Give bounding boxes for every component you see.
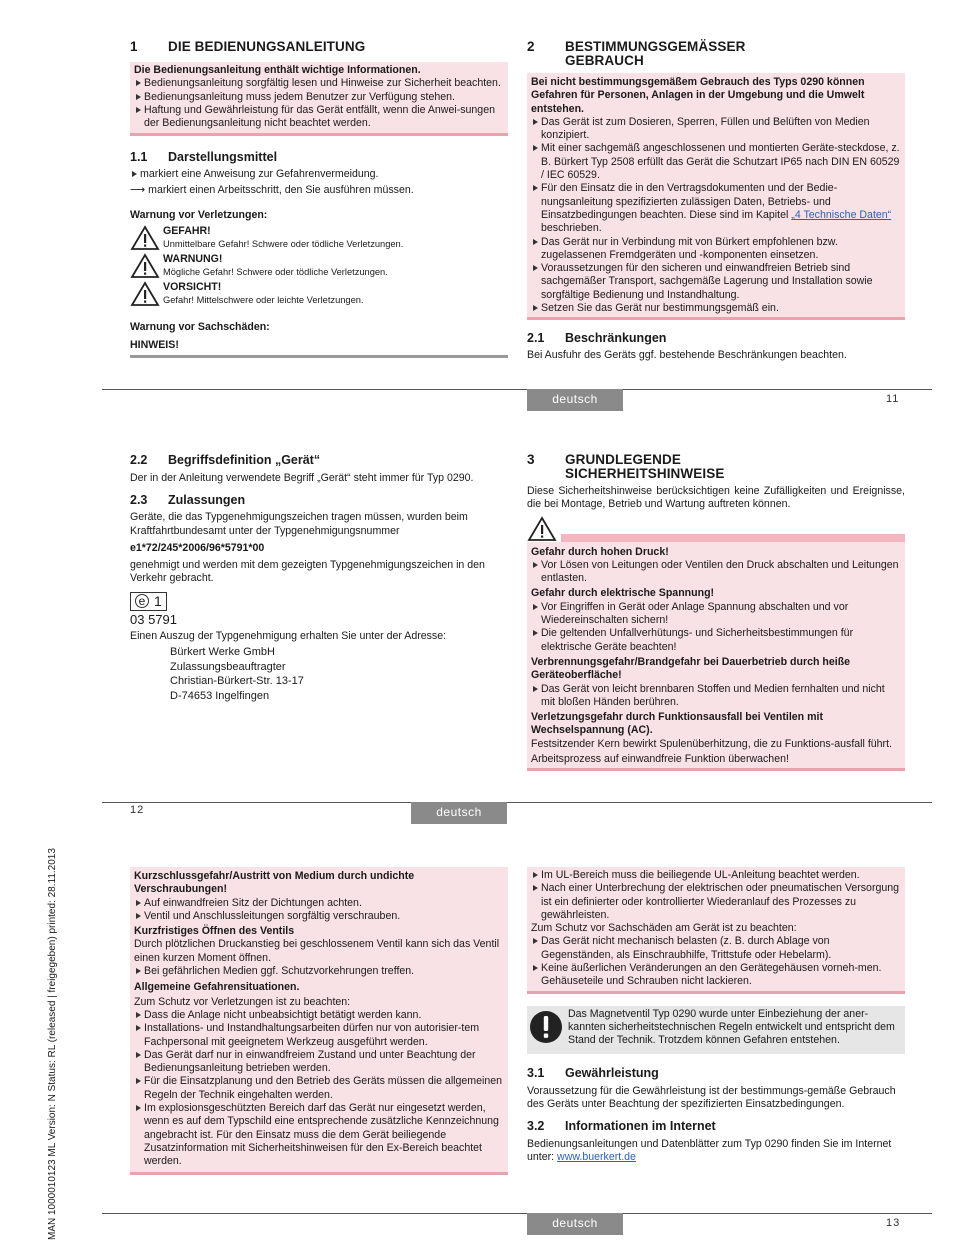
section-2-2-heading: 2.2 Begriffsdefinition „Gerät“ [130, 453, 321, 467]
page-13-right: Im UL-Bereich muss die beiliegende UL-Anleitung beachtet werden. Nach einer Unterbrechung der elektrischen oder pneumatischen Versorgung ist ein definierter oder kontrollierter Wiederanlauf des Prozesses zu gewährleisten. Zum Schutz vor Sachschäden am Gerät ist zu beachten: Das Gerät nicht mechanisch belasten (z. B. durch Ablage von Gegenständen, als Einschraubhilfe, Trittstufe oder Hebelarm). Keine äußerlichen Veränderungen an den Gerätegehäusen vorneh-men. Gehäuseteile und Schrauben nicht lackieren. Das Magnetventil Typ 0290 wurde unter Einbeziehung der aner-kannten sicherheitstechnischen Regeln entwickelt und entspricht dem Stand der Technik. Trotzdem können Gefahren entstehen. 3.1 Gewährleistung Voraussetzung für die Gewährleistung ist der bestimmungs-gemäße Gebrauch des Geräts unter Beachtung der spezifizierten Einsatzbedingungen. 3.2 Informationen im Internet Bedienungsanleitungen und Datenblätter zum Typ 0290 finden Sie im Internet unter: www.buerkert.de [527, 867, 905, 1165]
section-2-3-heading: 2.3 Zulassungen [130, 493, 246, 508]
section-3-1-heading: 3.1 Gewährleistung [527, 1065, 659, 1080]
page-number: 12 [130, 804, 145, 816]
website-link[interactable]: www.buerkert.de [557, 1151, 636, 1164]
section-3-heading: 3 GRUNDLEGENDE SICHERHEITSHINWEISE [527, 452, 725, 481]
divider [102, 1213, 932, 1214]
usage-box: Bei nicht bestimmungsgemäßem Gebrauch des Typs 0290 können Gefahren für Personen, Anlagen in der Umgebung und die Umwelt entstehen. Das Gerät ist zum Dosieren, Sperren, Füllen und Belüften von Medien konzipiert. Mit einer sachgemäß angeschlossenen und montierten Geräte-steckdose, z. B. Bürkert Typ 2508 erfüllt das Gerät die Schutzart IP65 nach DIN EN 60529 / IEC 60529. Für den Einsatz die in den Vertragsdokumenten und der Bedie-nungsanleitung spezifizierten zulässigen Daten, Betriebs- und Einsatzbedingungen beachten. Diese sind im Kapitel „4 Technische Daten“ beschrieben. Das Gerät nur in Verbindung mit von Bürkert empfohlenen bzw. zugelassenen Fremdgeräten und -komponenten einsetzen. Voraussetzungen für den sicheren und einwandfreien Betrieb sind sachgemäßer Transport, sachgemäße Lagerung und Installation sowie sorgfältige Bedienung und Instandhaltung. Setzen Sie das Gerät nur bestimmungsgemäß ein. [527, 73, 905, 320]
section-2-1-heading: 2.1 Beschränkungen [527, 331, 667, 346]
hazard-box: Kurzschlussgefahr/Austritt von Medium durch undichte Verschraubungen! Auf einwandfreien Sitz der Dichtungen achten. Ventil und Anschlussleitungen sorgfältig verschrauben. Kurzfristiges Öffnen des Ventils Durch plötzlichen Druckanstieg bei geschlossenem Ventil kann sich das Ventil einen kurzen Moment öffnen. Bei gefährlichen Medien ggf. Schutzvorkehrungen treffen. Allgemeine Gefahrensituationen. Zum Schutz vor Verletzungen ist zu beachten: Dass die Anlage nicht unbeabsichtigt betätigt werden kann. Installations- und Instandhaltungsarbeiten dürfen nur von autorisier-tem Fachpersonal mit geeignetem Werkzeug ausgeführt werden. Das Gerät darf nur in einwandfreiem Zustand und unter Beachtung der Bedienungsanleitung betrieben werden. Für die Einsatzplanung und den Betrieb des Geräts müssen die allgemeinen Regeln der Technik eingehalten werden. Im explosionsgeschützten Bereich darf das Gerät nur eingesetzt werden, wenn es auf dem Typschild eine entsprechende zusätzliche Kennzeichnung angebracht ist. Für den Einsatz muss die dem Gerät beiliegende Zusatzinformation mit Sicherheitshinweisen für den Ex-Bereich beachtet werden. [130, 867, 508, 1175]
section-2: 2 BESTIMMUNGSGEMÄSSER GEBRAUCH Bei nicht bestimmungsgemäßem Gebrauch des Typs 0290 können Gefahren für Personen, Anlagen in der Umgebung und die Umwelt entstehen. Das Gerät ist zum Dosieren, Sperren, Füllen und Belüften von Medien konzipiert. Mit einer sachgemäß angeschlossenen und montierten Geräte-steckdose, z. B. Bürkert Typ 2508 erfüllt das Gerät die Schutzart IP65 nach DIN EN 60529 / IEC 60529. Für den Einsatz die in den Vertragsdokumenten und der Bedie-nungsanleitung spezifizierten zulässigen Daten, Betriebs- und Einsatzbedingungen beachten. Diese sind im Kapitel „4 Technische Daten“ beschrieben. Das Gerät nur in Verbindung mit von Bürkert empfohlenen bzw. zugelassenen Fremdgeräten und -komponenten einsetzen. Voraussetzungen für den sicheren und einwandfreien Betrieb sind sachgemäßer Transport, sachgemäße Lagerung und Installation sowie sorgfältige Bedienung und Instandhaltung. Setzen Sie das Gerät nur bestimmungsgemäß ein. 2.1 Beschränkungen Bei Ausfuhr des Geräts ggf. bestehende Beschränkungen beachten. [527, 40, 905, 363]
warning-triangle-icon [527, 516, 557, 542]
warning-triangle-icon [130, 253, 160, 279]
chapter-4-link[interactable]: „4 Technische Daten“ [791, 208, 892, 221]
page-number: 11 [886, 393, 900, 405]
page-number: 13 [886, 1217, 901, 1229]
exclamation-circle-icon [529, 1010, 563, 1044]
divider [102, 389, 932, 390]
safety-box: Gefahr durch hohen Druck! Vor Lösen von Leitungen oder Ventilen den Druck abschalten und Leitungen entlasten. Gefahr durch elektrische Spannung! Vor Eingriffen in Gerät oder Anlage Spannung abschalten und vor Wiedereinschalten sichern! Die geltenden Unfallverhütungs- und Sicherheitsbestimmungen für elektrische Geräte beachten! Verbrennungsgefahr/Brandgefahr bei Dauerbetrieb durch heiße Geräteoberfläche! Das Gerät von leicht brennbaren Stoffen und Medien fernhalten und nicht mit bloßen Händen berühren. Verletzungsgefahr durch Funktionsausfall bei Ventilen mit Wechselspannung (AC). Festsitzender Kern bewirkt Spulenüberhitzung, die zu Funktions-ausfall führt. Arbeitsprozess auf einwandfreie Funktion überwachen! [527, 542, 905, 772]
language-tab: deutsch [411, 802, 507, 824]
caution-row: VORSICHT! Gefahr! Mittelschwere oder leichte Verletzungen. [130, 281, 508, 307]
section-1: 1 DIE BEDIENUNGSANLEITUNG Die Bedienungsanleitung enthält wichtige Informationen. Bedienungsanleitung sorgfältig lesen und Hinweise zur Sicherheit beachten. Bedienungsanleitung muss jedem Benutzer zur Verfügung stehen. Haftung und Gewährleistung für das Gerät entfällt, wenn die Anwei-sungen der Bedienungsanleitung nicht beachtet werden. 1.1 Darstellungsmittel markiert eine Anweisung zur Gefahrenvermeidung. ⟶ markiert einen Arbeitsschritt, den Sie ausführen müssen. Warnung vor Verletzungen: GEFAHR! Unmittelbare Gefahr! Schwere oder tödliche Verletzungen. WARNUNG! Mögliche Gefahr! Schwere oder tödliche Verletzungen. VORSICHT! Gefahr! Mittelschwere oder leichte Verletzungen. Warnung vor Sachschäden: HINWEIS! [130, 40, 508, 358]
section-1-1-heading: 1.1 Darstellungsmittel [130, 150, 278, 165]
section-3-2-heading: 3.2 Informationen im Internet [527, 1119, 716, 1134]
warning-triangle-icon [130, 225, 160, 251]
section-2-2: 2.2 Begriffsdefinition „Gerät“ Der in der Anleitung verwendete Begriff „Gerät“ steht immer für Typ 0290. 2.3 Zulassungen Geräte, die das Typgenehmigungszeichen tragen müssen, wurden beim Kraftfahrtbundesamt unter der Typgenehmigungsnummer e1*72/245*2006/96*5791*00 genehmigt und werden mit dem gezeigten Typgenehmigungszeichen in den Verkehr gebracht. e 1 03 5791 Einen Auszug der Typgenehmigung erhalten Sie unter der Adresse: Bürkert Werke GmbH Zulassungsbeauftragter Christian-Bürkert-Str. 13-17 D-74653 Ingelfingen [130, 453, 508, 703]
language-tab: deutsch [527, 1213, 623, 1235]
print-metadata: MAN 1000010123 ML Version: N Status: RL (released | freigegeben) printed: 28.11.2013 [47, 848, 58, 1240]
info-box: Die Bedienungsanleitung enthält wichtige Informationen. Bedienungsanleitung sorgfältig lesen und Hinweise zur Sicherheit beachten. Bedienungsanleitung muss jedem Benutzer zur Verfügung stehen. Haftung und Gewährleistung für das Gerät entfällt, wenn die Anwei-sungen der Bedienungsanleitung nicht beachtet werden. [130, 62, 508, 136]
address: Bürkert Werke GmbH Zulassungsbeauftragter Christian-Bürkert-Str. 13-17 D-74653 Ingelfingen [170, 646, 304, 702]
section-3: 3 GRUNDLEGENDE SICHERHEITSHINWEISE Diese Sicherheitshinweise berücksichtigen keine Zufälligkeiten und Ereignisse, die bei Montage, Betrieb und Wartung auftreten können. Gefahr durch hohen Druck! Vor Lösen von Leitungen oder Ventilen den Druck abschalten und Leitungen entlasten. Gefahr durch elektrische Spannung! Vor Eingriffen in Gerät oder Anlage Spannung abschalten und vor Wiedereinschalten sichern! Die geltenden Unfallverhütungs- und Sicherheitsbestimmungen für elektrische Geräte beachten! Verbrennungsgefahr/Brandgefahr bei Dauerbetrieb durch heiße Geräteoberfläche! Das Gerät von leicht brennbaren Stoffen und Medien fernhalten und nicht mit bloßen Händen berühren. Verletzungsgefahr durch Funktionsausfall bei Ventilen mit Wechselspannung (AC). Festsitzender Kern bewirkt Spulenüberhitzung, die zu Funktions-ausfall führt. Arbeitsprozess auf einwandfreie Funktion überwachen! [527, 453, 905, 771]
danger-row: GEFAHR! Unmittelbare Gefahr! Schwere oder tödliche Verletzungen. [130, 225, 508, 251]
divider [102, 802, 932, 803]
note-box: Das Magnetventil Typ 0290 wurde unter Einbeziehung der aner-kannten sicherheitstechnischen Regeln entwickelt und entspricht dem Stand der Technik. Trotzdem können Gefahren entstehen. [527, 1006, 905, 1054]
language-tab: deutsch [527, 389, 623, 411]
approval-mark: e 1 [130, 592, 167, 611]
section-1-heading: 1 DIE BEDIENUNGSANLEITUNG [130, 39, 366, 54]
warning-triangle-icon [130, 281, 160, 307]
warning-row: WARNUNG! Mögliche Gefahr! Schwere oder tödliche Verletzungen. [130, 253, 508, 279]
arrow-icon: ⟶ [130, 183, 146, 196]
hazard-box-cont: Im UL-Bereich muss die beiliegende UL-Anleitung beachtet werden. Nach einer Unterbrechung der elektrischen oder pneumatischen Versorgung ist ein definierter oder kontrollierter Wiederanlauf des Prozesses zu gewährleisten. Zum Schutz vor Sachschäden am Gerät ist zu beachten: Das Gerät nicht mechanisch belasten (z. B. durch Ablage von Gegenständen, als Einschraubhilfe, Trittstufe oder Hebelarm). Keine äußerlichen Veränderungen an den Gerätegehäusen vorneh-men. Gehäuseteile und Schrauben nicht lackieren. [527, 867, 905, 994]
section-2-heading: 2 BESTIMMUNGSGEMÄSSER GEBRAUCH [527, 39, 746, 68]
